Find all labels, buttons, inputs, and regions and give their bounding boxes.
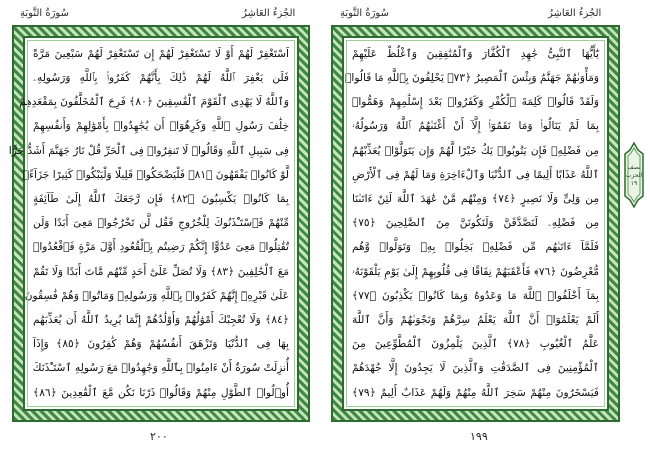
text-line: مُّعْرِضُونَ ﴿٧٦﴾ فَأَعْقَبَهُمْ نِفَاقًا فِى قُلُوبِهِمْ إِلَىٰ يَوْمِ يَلْقَوْنَهُۥ — [352, 265, 600, 278]
text-line: مِن فَضْلِهِۦ لَنَصَّدَّقَنَّ وَلَنَكُونَنَّ مِنَ ٱلصَّٰلِحِينَ ﴿٧٥﴾ — [352, 217, 599, 230]
text-line: بِمَا كَانُوا۟ يَكْسِبُونَ ﴿٨٢﴾ فَإِن رَّجَعَكَ ٱللَّهُ إِلَىٰ طَآئِفَةٍ — [33, 192, 290, 205]
text-line: وَلَقَدْ قَالُوا۟ كَلِمَةَ ٱلْكُفْرِ وَكَفَرُوا۟ بَعْدَ إِسْلَٰمِهِمْ وَهَمُّوا۟ — [352, 96, 599, 109]
text-line: عَلَىٰ قَبْرِهِۦٓ إِنَّهُمْ كَفَرُوا۟ بِٱللَّهِ وَرَسُولِهِۦ وَمَاتُوا۟ وَهُمْ فَٰسِقُونَ — [24, 289, 289, 302]
text-line: يَٰٓأَيُّهَا ٱلنَّبِىُّ جَٰهِدِ ٱلْكُفَّارَ وَٱلْمُنَٰفِقِينَ وَٱغْلُظْ عَلَيْهِمْ — [352, 47, 599, 60]
text-line: ٱللَّهُ عَذَابًا أَلِيمًا فِى ٱلدُّنْيَا وَٱلْءَاخِرَةِ وَمَا لَهُمْ فِى ٱلْأَرْضِ — [352, 168, 599, 181]
text-line: وَٱللَّهُ لَا يَهْدِى ٱلْقَوْمَ ٱلْفَٰسِقِينَ ﴿٨٠﴾ فَرِحَ ٱلْمُخَلَّفُونَ بِمَقْعَدِهِمْ — [19, 96, 289, 109]
text-line: خِلَٰفَ رَسُولِ ٱللَّهِ وَكَرِهُوٓا۟ أَن يُجَٰهِدُوا۟ بِأَمْوَٰلِهِمْ وَأَنفُسِهِمْ — [33, 120, 289, 133]
text-line: مِن وَلِىٍّ وَلَا نَصِيرٍ ﴿٧٤﴾ وَمِنْهُم مَّنْ عَٰهَدَ ٱللَّهَ لَئِنْ ءَاتَىٰنَا — [352, 192, 599, 205]
right-page-number: ١٩٩ — [470, 430, 488, 443]
text-line: بِهَا فِى ٱلدُّنْيَا وَتَزْهَقَ أَنفُسُهُمْ وَهُمْ كَٰفِرُونَ ﴿٨٥﴾ وَإِذَآ — [33, 338, 289, 351]
text-line: اَسْتَغْفِرْ لَهُمْ أَوْ لَا تَسْتَغْفِرْ لَهُمْ إِن تَسْتَغْفِرْ لَهُمْ سَبْعِينَ مَرَّةً — [33, 47, 289, 60]
text-line: أُنزِلَتْ سُورَةٌ أَنْ ءَامِنُوا۟ بِٱللَّهِ وَجَٰهِدُوا۟ مَعَ رَسُولِهِ ٱسْتَـْٔذَنَكَ — [32, 362, 289, 375]
text-line: وَمَأْوَىٰهُمْ جَهَنَّمُ وَبِئْسَ ٱلْمَصِيرُ ﴿٧٣﴾ يَحْلِفُونَ بِٱللَّهِ مَا قَالُوا۟ — [345, 71, 599, 84]
text-line: أَلَمْ يَعْلَمُوٓا۟ أَنَّ ٱللَّهَ يَعْلَمُ سِرَّهُمْ وَنَجْوَىٰهُمْ وَأَنَّ ٱللَّهَ — [352, 313, 599, 326]
text-line: لَّوْ كَانُوا۟ يَفْقَهُونَ ﴿٨١﴾ فَلْيَضْحَكُوا۟ قَلِيلًا وَلْيَبْكُوا۟ كَثِيرًا جَزَآءًۢ — [22, 168, 289, 181]
text-line: بِمَا لَمْ يَنَالُوا۟ وَمَا نَقَمُوٓا۟ إِلَّآ أَنْ أَغْنَىٰهُمُ ٱللَّهُ وَرَسُولُهُۥ — [352, 120, 599, 133]
text-line: مَعَ ٱلْخَٰلِفِينَ ﴿٨٣﴾ وَلَا تُصَلِّ عَلَىٰٓ أَحَدٍ مِّنْهُم مَّاتَ أَبَدًا وَلَا تَقُمْ — [33, 265, 290, 278]
text-line: مِن فَضْلِهِۦ فَإِن يَتُوبُوا۟ يَكُ خَيْرًا لَّهُمْ وَإِن يَتَوَلَّوْا۟ يُعَذِّبْهُمُ — [352, 144, 599, 157]
text-line: تُقَٰتِلُوا۟ مَعِىَ عَدُوًّا إِنَّكُمْ رَضِيتُم بِٱلْقُعُودِ أَوَّلَ مَرَّةٍ فَٱقْعُدُوا۟ — [33, 241, 289, 254]
text-line: فَيَسْخَرُونَ مِنْهُمْ سَخِرَ ٱللَّهُ مِنْهُمْ وَلَهُمْ عَذَابٌ أَلِيمٌ ﴿٧٩﴾ — [352, 386, 599, 399]
text-line: أُو۟لُوا۟ ٱلطَّوْلِ مِنْهُمْ وَقَالُوا۟ ذَرْنَا نَكُن مَّعَ ٱلْقَٰعِدِينَ ﴿٨٦﴾ — [33, 386, 289, 399]
left-page-header-juz: الجُزءُ العَاشِرُ — [242, 8, 296, 19]
text-line: فَلَمَّآ ءَاتَىٰهُم مِّن فَضْلِهِۦ بَخِلُوا۟ بِهِۦ وَتَوَلَّوا۟ وَّهُم — [352, 241, 599, 254]
left-page-number: ٢٠٠ — [150, 430, 168, 443]
left-page-header-surah: سُورَةُ التَّوبَةِ — [20, 8, 69, 19]
text-line: فَلَن يَغْفِرَ ٱللَّهُ لَهُمْ ذَٰلِكَ بِأَنَّهُمْ كَفَرُوا۟ بِٱللَّهِ وَرَسُولِهِۦ — [33, 71, 289, 84]
right-page-header-surah: سُورَةُ التَّوبَةِ — [340, 8, 389, 19]
text-line: فِى سَبِيلِ ٱللَّهِ وَقَالُوا۟ لَا تَنفِرُوا۟ فِى ٱلْحَرِّ قُلْ نَارُ جَهَنَّمَ أَشَدُّ حَرًّا — [8, 144, 289, 157]
right-page-text — [342, 36, 609, 411]
text-line: ٱلْمُؤْمِنِينَ فِى ٱلصَّدَقَٰتِ وَٱلَّذِينَ لَا يَجِدُونَ إِلَّا جُهْدَهُمْ — [352, 362, 599, 375]
text-line: عَلَّٰمُ ٱلْغُيُوبِ ﴿٧٨﴾ ٱلَّذِينَ يَلْمِزُونَ ٱلْمُطَّوِّعِينَ مِنَ — [352, 338, 599, 351]
left-page-text — [8, 36, 299, 411]
hizb-marker-label: نصف الحزب ١٩ — [625, 164, 643, 187]
right-page-frame — [331, 25, 620, 422]
right-page-header-juz: الجُزءُ العَاشِرُ — [548, 8, 602, 19]
left-page-frame — [8, 25, 310, 422]
text-line: مِّنْهُمْ فَٱسْتَـْٔذَنُوكَ لِلْخُرُوجِ فَقُل لَّن تَخْرُجُوا۟ مَعِىَ أَبَدًا وَلَن — [33, 217, 289, 230]
text-line: ﴿٨٤﴾ وَلَا تُعْجِبْكَ أَمْوَٰلُهُمْ وَأَوْلَٰدُهُمْ إِنَّمَا يُرِيدُ ٱللَّهُ أَن يُعَذِّبَهُم — [33, 313, 289, 326]
text-line: بِمَآ أَخْلَفُوا۟ ٱللَّهَ مَا وَعَدُوهُ وَبِمَا كَانُوا۟ يَكْذِبُونَ ﴿٧٧﴾ — [352, 289, 599, 302]
